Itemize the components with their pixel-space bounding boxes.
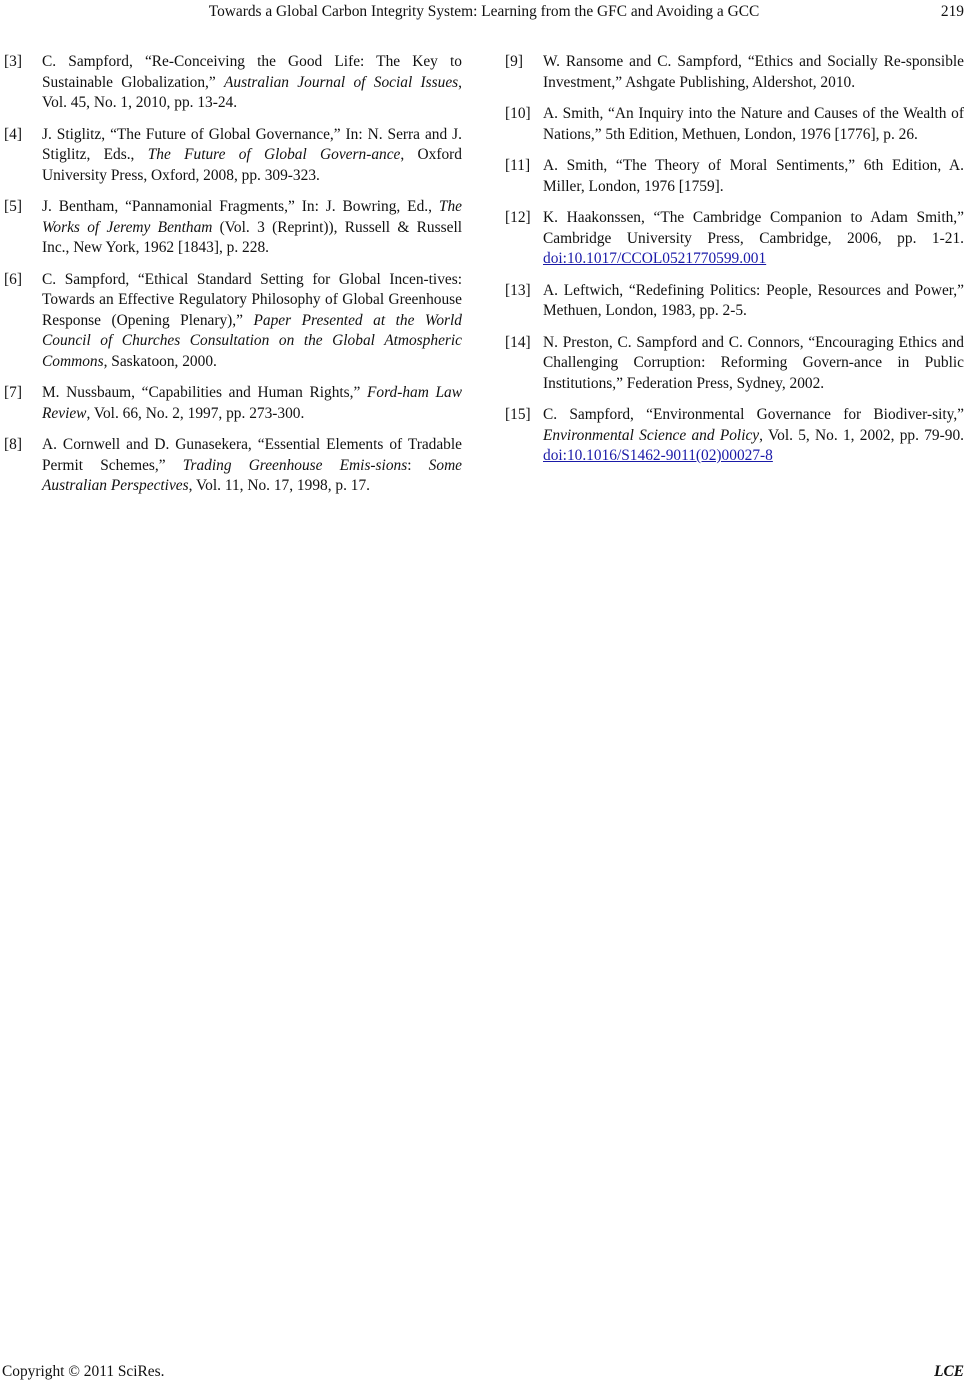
reference-text — [543, 405, 964, 467]
reference-text-segment: C. Sampford, “Environmental Governance for Biodiver-sity,” — [543, 406, 964, 423]
reference-number: [11] — [505, 157, 531, 174]
reference-text — [42, 383, 462, 424]
reference-entry — [505, 333, 964, 395]
reference-text-segment: A. Smith, “The Theory of Moral Sentiments,” 6th Edition, A. Miller, London, 1976 [1759]. — [543, 157, 964, 195]
running-title: Towards a Global Carbon Integrity System: Learning from the GFC and Avoiding a GCC — [208, 3, 760, 20]
reference-text — [42, 435, 462, 497]
reference-text-segment: J. Bentham, “Pannamonial Fragments,” In: J. Bowring, Ed., — [42, 198, 439, 215]
reference-text — [543, 104, 964, 145]
reference-text — [543, 52, 964, 93]
reference-number: [14] — [505, 333, 531, 351]
reference-italic-title: The Future of Global Govern-ance — [147, 146, 401, 163]
reference-text-segment: J. Stiglitz, “The Future of Global Governance,” In: N. Serra and J. Stiglitz, Eds., — [42, 125, 462, 163]
reference-text-segment: N. Preston, C. Sampford and C. Connors, “Encouraging Ethics and Challenging Corruption: Reforming Govern-ance in Public Institutions,” Federation Press, Sydney, 2002. — [543, 333, 964, 392]
reference-italic-title: The Works of Jeremy Bentham — [42, 198, 462, 236]
reference-text-segment: C. Sampford, “Re-Conceiving the Good Life: The Key to Sustainable Globalization,” — [42, 53, 462, 91]
reference-number: [5] — [4, 198, 22, 215]
reference-entry — [505, 156, 964, 197]
reference-entry — [4, 383, 462, 424]
reference-number: [6] — [4, 270, 22, 288]
references-right-column — [505, 52, 964, 478]
reference-italic-title: Environmental Science and Policy — [543, 426, 760, 444]
reference-entry — [4, 52, 462, 114]
reference-entry — [505, 208, 964, 270]
reference-text-segment: , Vol. 66, No. 2, 1997, pp. 273-300. — [86, 404, 305, 422]
reference-text — [42, 125, 462, 187]
reference-text — [42, 52, 462, 114]
reference-text — [42, 197, 462, 259]
reference-italic-title: Some Australian Perspectives — [42, 456, 463, 494]
reference-text-segment: : — [407, 456, 429, 474]
reference-entry — [505, 104, 964, 145]
reference-text-segment: C. Sampford, “Ethical Standard Setting for Global Incen-tives: Towards an Effective Regulatory Philosophy of Global Greenhouse Response (Opening Plenary),” — [42, 270, 462, 329]
reference-text-segment: A. Leftwich, “Redefining Politics: People, Resources and Power,” Methuen, London, 1983, pp. 2-5. — [543, 281, 964, 319]
reference-entry — [4, 270, 462, 373]
copyright-notice: Copyright © 2011 SciRes. — [2, 1363, 165, 1380]
reference-text — [42, 270, 462, 373]
reference-text — [543, 156, 964, 197]
reference-italic-title: Ford-ham Law Review — [42, 384, 462, 422]
doi-link[interactable]: doi:10.1017/CCOL0521770599.001 — [543, 250, 767, 267]
reference-number: [15] — [505, 406, 531, 423]
reference-text-segment: A. Smith, “An Inquiry into the Nature and Causes of the Wealth of Nations,” 5th Edition, Methuen, London, 1976 [1776], p. 26. — [543, 105, 964, 143]
reference-number: [4] — [4, 125, 22, 143]
reference-text-segment: , Oxford University Press, Oxford, 2008, pp. 309-323. — [42, 146, 462, 184]
reference-italic-title: Paper Presented at the World Council of Churches Consultation on the Global Atmospheric Commons — [42, 311, 462, 370]
reference-text-segment: M. Nussbaum, “Capabilities and Human Rights,” — [42, 384, 367, 401]
reference-italic-title: Trading Greenhouse Emis-sions — [182, 456, 408, 474]
reference-number: [3] — [4, 53, 22, 70]
reference-number: [10] — [505, 105, 531, 122]
reference-entry — [505, 281, 964, 322]
reference-entry — [4, 435, 462, 497]
reference-entry — [4, 125, 462, 187]
reference-number: [12] — [505, 209, 531, 226]
reference-number: [9] — [505, 53, 523, 70]
reference-text-segment: (Vol. 3 (Reprint)), Russell & Russell Inc., New York, 1962 [1843], p. 228. — [42, 218, 462, 256]
reference-number: [7] — [4, 384, 22, 401]
reference-text-segment: A. Cornwell and D. Gunasekera, “Essential Elements of Tradable Permit Schemes,” — [42, 436, 462, 474]
doi-link[interactable]: doi:10.1016/S1462-9011(02)00027-8 — [543, 447, 773, 464]
reference-italic-title: Australian Journal of Social Issues — [224, 73, 459, 91]
page-header — [0, 2, 968, 24]
reference-text-segment: , Vol. 45, No. 1, 2010, pp. 13-24. — [42, 73, 462, 111]
reference-text — [543, 208, 964, 270]
reference-text-segment: , Saskatoon, 2000. — [103, 352, 217, 370]
reference-number: [13] — [505, 281, 531, 299]
reference-number: [8] — [4, 436, 22, 453]
reference-text-segment: , Vol. 11, No. 17, 1998, p. 17. — [188, 477, 371, 494]
page-number: 219 — [940, 3, 964, 20]
reference-entry — [4, 197, 462, 259]
reference-entry — [505, 52, 964, 93]
reference-text-segment: , Vol. 5, No. 1, 2002, pp. 79-90. — [759, 426, 964, 444]
reference-text — [543, 333, 964, 395]
reference-text — [543, 281, 964, 322]
reference-entry — [505, 405, 964, 467]
reference-text-segment: K. Haakonssen, “The Cambridge Companion to Adam Smith,” Cambridge University Press, Cambridge, 2006, pp. 1-21. — [543, 209, 964, 247]
page-footer — [0, 1362, 968, 1384]
journal-abbreviation: LCE — [934, 1363, 964, 1380]
references-left-column — [4, 52, 462, 508]
reference-text-segment: W. Ransome and C. Sampford, “Ethics and Socially Re-sponsible Investment,” Ashgate Publishing, Aldershot, 2010. — [543, 53, 964, 91]
